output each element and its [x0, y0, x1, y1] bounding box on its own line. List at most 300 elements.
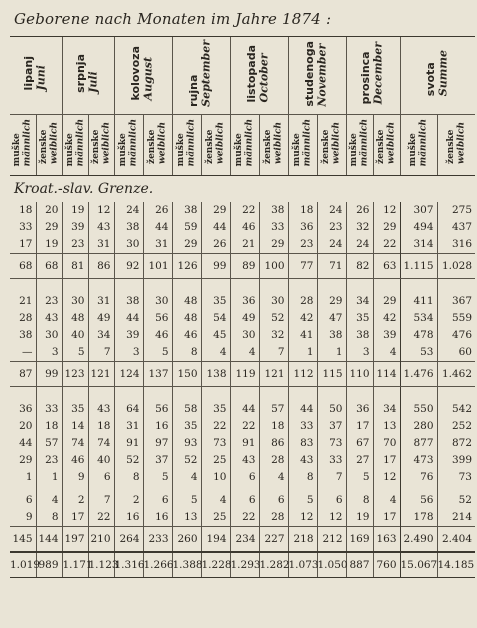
- male-count-cell: 22: [230, 509, 259, 527]
- female-count-cell: 56: [143, 310, 172, 327]
- female-count-cell: 2.404: [437, 527, 475, 553]
- male-count-cell: 17: [62, 509, 88, 527]
- month-name-croatian: svota: [424, 62, 438, 97]
- male-count-cell: 83: [288, 435, 317, 452]
- sex-label-german: männlich: [302, 119, 313, 167]
- female-count-cell: 57: [36, 435, 62, 452]
- female-count-cell: 115: [317, 362, 346, 387]
- female-count-cell: 4: [259, 469, 288, 486]
- male-header: [346, 115, 373, 176]
- sex-label-croatian: ženske: [376, 129, 387, 165]
- female-count-cell: 46: [143, 327, 172, 344]
- female-count-cell: 49: [88, 310, 114, 327]
- male-count-cell: 68: [10, 254, 36, 279]
- sex-label-croatian: muške: [292, 133, 303, 167]
- male-count-cell: 38: [172, 202, 201, 219]
- male-count-cell: 33: [19, 221, 33, 233]
- female-header: [36, 115, 62, 176]
- male-count-cell: 2.490: [400, 527, 437, 553]
- male-header: [62, 115, 88, 176]
- male-count-cell: 24: [346, 236, 373, 254]
- male-count-cell: 2: [62, 492, 88, 509]
- spacer-cell: [172, 279, 201, 294]
- month-header-label: [360, 42, 385, 104]
- subtotal-row: [10, 254, 475, 279]
- female-count-cell: 35: [201, 401, 230, 418]
- female-count-cell: 14.185: [437, 552, 475, 578]
- female-count-cell: 10: [201, 469, 230, 486]
- female-count-cell: 989: [36, 552, 62, 578]
- male-count-cell: 1.073: [288, 552, 317, 578]
- sex-label-german: weiblich: [273, 121, 284, 165]
- spacer-cell: [230, 279, 259, 294]
- male-count-cell: 28: [288, 293, 317, 310]
- female-count-cell: 29: [36, 219, 62, 236]
- month-header-label: [246, 45, 271, 103]
- male-count-cell: 74: [62, 435, 88, 452]
- female-count-cell: 30: [143, 293, 172, 310]
- male-count-cell: 473: [400, 452, 437, 469]
- table-row: [10, 435, 475, 452]
- male-count-cell: 877: [400, 435, 437, 452]
- female-count-cell: 54: [201, 310, 230, 327]
- sex-header-label: [446, 122, 467, 164]
- spacer-cell: [114, 387, 143, 402]
- female-count-cell: 12: [317, 509, 346, 527]
- female-count-cell: 99: [36, 362, 62, 387]
- male-header: [288, 115, 317, 176]
- sex-label-german: weiblich: [101, 121, 111, 165]
- female-count-cell: 1.282: [259, 552, 288, 578]
- female-count-cell: 43: [88, 401, 114, 418]
- male-count-cell: 4: [230, 344, 259, 362]
- table-row: [10, 492, 475, 509]
- male-header: [114, 115, 143, 176]
- female-count-cell: 16: [143, 509, 172, 527]
- male-count-cell: 112: [288, 362, 317, 387]
- female-count-cell: 86: [259, 435, 288, 452]
- female-count-cell: 38: [317, 327, 346, 344]
- male-count-cell: 178: [400, 509, 437, 527]
- spacer-cell: [62, 279, 88, 294]
- female-count-cell: 28: [259, 452, 288, 469]
- male-count-cell: 30: [114, 236, 143, 254]
- female-count-cell: 1: [317, 344, 346, 362]
- female-count-cell: 5: [143, 469, 172, 486]
- spacer-cell: [230, 387, 259, 402]
- female-count-cell: 37: [317, 418, 346, 435]
- male-count-cell: 534: [400, 310, 437, 327]
- male-count-cell: 35: [172, 418, 201, 435]
- male-count-cell: 34: [346, 293, 373, 310]
- month-header-label: [188, 40, 213, 107]
- male-count-cell: 36: [230, 293, 259, 310]
- spacer-cell: [400, 279, 437, 294]
- month-name-croatian: studenoga: [303, 40, 317, 107]
- female-count-cell: 121: [259, 362, 288, 387]
- male-count-cell: 16: [114, 509, 143, 527]
- male-count-cell: 38: [114, 293, 143, 310]
- male-count-cell: 40: [62, 327, 88, 344]
- male-count-cell: 5: [346, 469, 373, 486]
- male-count-cell: 89: [230, 254, 259, 279]
- female-count-cell: 29: [317, 293, 346, 310]
- female-count-cell: 60: [437, 344, 475, 362]
- table-row: [10, 469, 475, 486]
- sex-label-german: männlich: [22, 119, 33, 167]
- male-count-cell: 56: [400, 492, 437, 509]
- female-count-cell: 26: [143, 202, 172, 219]
- male-count-cell: 307: [400, 202, 437, 219]
- sex-label-german: weiblich: [386, 121, 397, 165]
- male-count-cell: 24: [114, 202, 143, 219]
- female-count-cell: 1.028: [437, 254, 475, 279]
- female-count-cell: 1.266: [143, 552, 172, 578]
- female-count-cell: 28: [259, 509, 288, 527]
- month-name-croatian: rujna: [187, 74, 201, 107]
- female-count-cell: 121: [88, 362, 114, 387]
- male-count-cell: 6: [230, 492, 259, 509]
- female-header: [88, 115, 114, 176]
- sex-label-german: weiblich: [157, 121, 168, 165]
- sex-label-croatian: muške: [234, 133, 245, 167]
- male-count-cell: 49: [230, 310, 259, 327]
- female-count-cell: 4: [373, 344, 400, 362]
- female-count-cell: 18: [36, 418, 62, 435]
- spacer-cell: [172, 387, 201, 402]
- month-name-croatian: srpnja: [74, 54, 88, 93]
- male-count-cell: 887: [346, 552, 373, 578]
- male-count-cell: 6: [25, 494, 33, 506]
- sex-header-label: [263, 122, 284, 164]
- female-count-cell: 23: [317, 219, 346, 236]
- sex-label-croatian: ženske: [38, 129, 49, 165]
- female-count-cell: 33: [259, 219, 288, 236]
- male-count-cell: 4: [172, 469, 201, 486]
- male-count-cell: 27: [346, 452, 373, 469]
- male-count-cell: 264: [114, 527, 143, 553]
- sex-label-german: weiblich: [49, 121, 59, 165]
- grand-total-row: [10, 552, 475, 578]
- spacer-cell: [400, 387, 437, 402]
- male-count-cell: 39: [114, 327, 143, 344]
- male-count-cell: 19: [346, 509, 373, 527]
- male-count-cell: 21: [230, 236, 259, 254]
- female-count-cell: 34: [373, 401, 400, 418]
- male-count-cell: 29: [19, 454, 33, 466]
- sex-header-label: [349, 119, 370, 166]
- sex-label-german: männlich: [359, 119, 370, 167]
- female-count-cell: 316: [437, 236, 475, 254]
- female-count-cell: 42: [373, 310, 400, 327]
- male-count-cell: 91: [114, 435, 143, 452]
- male-count-cell: 8: [346, 492, 373, 509]
- male-count-cell: 59: [172, 219, 201, 236]
- male-count-cell: 42: [288, 310, 317, 327]
- sex-label-croatian: muške: [12, 133, 23, 167]
- female-count-cell: 47: [317, 310, 346, 327]
- male-count-cell: 197: [62, 527, 88, 553]
- male-count-cell: 1: [25, 471, 33, 483]
- sex-label-german: weiblich: [215, 121, 226, 165]
- male-count-cell: 35: [62, 401, 88, 418]
- month-header-row: [10, 37, 475, 115]
- female-header: [259, 115, 288, 176]
- male-count-cell: 494: [400, 219, 437, 236]
- month-name-german: August: [142, 57, 155, 101]
- female-count-cell: 73: [437, 469, 475, 486]
- female-count-cell: 30: [36, 327, 62, 344]
- female-count-cell: 57: [259, 401, 288, 418]
- births-by-month-table: [10, 36, 475, 578]
- sex-label-german: männlich: [186, 119, 197, 167]
- spacer-cell: [437, 387, 475, 402]
- sex-header-label: [408, 119, 429, 166]
- female-count-cell: 138: [201, 362, 230, 387]
- male-count-cell: 81: [62, 254, 88, 279]
- month-header-october: [230, 37, 288, 115]
- female-header: [373, 115, 400, 176]
- month-header-total: [400, 37, 475, 115]
- female-count-cell: 25: [201, 452, 230, 469]
- female-count-cell: 37: [143, 452, 172, 469]
- male-count-cell: 52: [172, 452, 201, 469]
- male-count-cell: 29: [172, 236, 201, 254]
- male-count-cell: 38: [346, 327, 373, 344]
- male-count-cell: 91: [230, 435, 259, 452]
- female-count-cell: 760: [373, 552, 400, 578]
- male-count-cell: 3: [114, 344, 143, 362]
- table-row: [10, 509, 475, 527]
- male-count-cell: 6: [230, 469, 259, 486]
- male-count-cell: 2: [114, 492, 143, 509]
- month-name-german: Juni: [34, 65, 48, 91]
- female-count-cell: 137: [143, 362, 172, 387]
- female-count-cell: 194: [201, 527, 230, 553]
- male-count-cell: 43: [230, 452, 259, 469]
- male-count-cell: 93: [172, 435, 201, 452]
- male-count-cell: 44: [114, 310, 143, 327]
- female-count-cell: 29: [373, 293, 400, 310]
- female-count-cell: 13: [373, 418, 400, 435]
- sex-header-label: [12, 119, 33, 166]
- male-count-cell: 1.293: [230, 552, 259, 578]
- male-count-cell: 36: [288, 219, 317, 236]
- female-count-cell: 45: [201, 327, 230, 344]
- female-count-cell: 71: [317, 254, 346, 279]
- female-count-cell: 56: [143, 401, 172, 418]
- sex-header-label: [234, 119, 255, 166]
- female-count-cell: 50: [317, 401, 346, 418]
- male-count-cell: 39: [62, 219, 88, 236]
- section-title: Kroat.-slav. Grenze.: [14, 181, 154, 197]
- female-count-cell: 24: [317, 236, 346, 254]
- female-count-cell: 1.228: [201, 552, 230, 578]
- spacer-cell: [259, 387, 288, 402]
- page-title: Geborene nach Monaten im Jahre 1874 :: [14, 10, 332, 28]
- male-count-cell: 124: [114, 362, 143, 387]
- male-count-cell: 9: [62, 469, 88, 486]
- sex-label-croatian: muške: [408, 133, 419, 167]
- month-name-german: Juli: [87, 71, 100, 93]
- female-count-cell: 1.462: [437, 362, 475, 387]
- female-count-cell: 52: [437, 492, 475, 509]
- male-count-cell: 23: [62, 236, 88, 254]
- female-count-cell: 252: [437, 418, 475, 435]
- month-header-label: [75, 54, 100, 93]
- male-count-cell: 12: [288, 509, 317, 527]
- male-count-cell: 36: [346, 401, 373, 418]
- month-name-croatian: prosinca: [359, 51, 373, 105]
- male-count-cell: 8: [114, 469, 143, 486]
- male-count-cell: 3: [346, 344, 373, 362]
- female-count-cell: 38: [259, 202, 288, 219]
- male-count-cell: 43: [288, 452, 317, 469]
- male-count-cell: 33: [288, 418, 317, 435]
- month-header-label: [425, 50, 450, 96]
- male-count-cell: 17: [19, 238, 33, 250]
- female-count-cell: 163: [373, 527, 400, 553]
- female-count-cell: 233: [143, 527, 172, 553]
- male-count-cell: 18: [19, 204, 33, 216]
- female-count-cell: 7: [88, 492, 114, 509]
- female-count-cell: 212: [317, 527, 346, 553]
- female-count-cell: 8: [36, 509, 62, 527]
- female-count-cell: 31: [88, 293, 114, 310]
- table-row: [10, 452, 475, 469]
- male-count-cell: 260: [172, 527, 201, 553]
- month-header-label: [130, 46, 155, 100]
- sex-header-label: [376, 122, 397, 164]
- spacer-cell: [317, 387, 346, 402]
- male-count-cell: 13: [172, 509, 201, 527]
- female-count-cell: 4: [373, 492, 400, 509]
- female-count-cell: 100: [259, 254, 288, 279]
- female-count-cell: 31: [143, 236, 172, 254]
- month-name-german: November: [316, 43, 329, 107]
- female-count-cell: 44: [143, 219, 172, 236]
- female-count-cell: 17: [373, 452, 400, 469]
- female-count-cell: 210: [88, 527, 114, 553]
- female-count-cell: 399: [437, 452, 475, 469]
- sex-label-german: weiblich: [331, 121, 342, 165]
- spacer-cell: [143, 279, 172, 294]
- female-count-cell: 6: [259, 492, 288, 509]
- male-count-cell: 1.171: [62, 552, 88, 578]
- spacer-cell: [259, 279, 288, 294]
- male-count-cell: 38: [114, 219, 143, 236]
- male-count-cell: 5: [62, 344, 88, 362]
- female-count-cell: 214: [437, 509, 475, 527]
- sex-header-row: [10, 115, 475, 176]
- male-count-cell: 30: [62, 293, 88, 310]
- female-count-cell: 99: [201, 254, 230, 279]
- sex-label-german: weiblich: [456, 121, 467, 165]
- sex-label-croatian: ženske: [205, 129, 216, 165]
- male-count-cell: 20: [19, 420, 33, 432]
- spacer-cell: [10, 279, 36, 294]
- female-count-cell: 22: [88, 509, 114, 527]
- male-count-cell: 17: [346, 418, 373, 435]
- sex-label-croatian: ženske: [147, 129, 158, 165]
- male-count-cell: 76: [400, 469, 437, 486]
- female-count-cell: 18: [259, 418, 288, 435]
- male-header: [10, 115, 36, 176]
- spacer-cell: [114, 279, 143, 294]
- female-count-cell: 43: [36, 310, 62, 327]
- female-count-cell: 30: [259, 293, 288, 310]
- sex-label-croatian: muške: [349, 133, 360, 167]
- male-count-cell: 1.019: [10, 552, 36, 578]
- spacer-cell: [288, 387, 317, 402]
- month-header-juni: [10, 37, 62, 115]
- female-count-cell: 68: [36, 254, 62, 279]
- female-header: [143, 115, 172, 176]
- male-count-cell: 58: [172, 401, 201, 418]
- sex-header-label: [176, 119, 197, 166]
- male-count-cell: 48: [172, 293, 201, 310]
- male-count-cell: 46: [230, 219, 259, 236]
- male-count-cell: 44: [230, 401, 259, 418]
- sex-header-label: [321, 122, 342, 164]
- male-count-cell: 52: [114, 452, 143, 469]
- female-count-cell: 6: [88, 469, 114, 486]
- female-count-cell: 18: [88, 418, 114, 435]
- male-count-cell: 44: [288, 401, 317, 418]
- female-count-cell: 1.123: [88, 552, 114, 578]
- male-count-cell: 30: [230, 327, 259, 344]
- sex-label-croatian: ženske: [90, 129, 101, 165]
- male-header: [172, 115, 201, 176]
- male-count-cell: 82: [346, 254, 373, 279]
- female-count-cell: 227: [259, 527, 288, 553]
- male-count-cell: 169: [346, 527, 373, 553]
- table-row: [10, 418, 475, 435]
- female-count-cell: 7: [88, 344, 114, 362]
- sex-label-croatian: ženske: [263, 129, 274, 165]
- female-count-cell: 20: [36, 202, 62, 219]
- male-header: [400, 115, 437, 176]
- male-count-cell: 1.316: [114, 552, 143, 578]
- female-count-cell: 6: [317, 492, 346, 509]
- sex-header-label: [292, 119, 313, 166]
- female-count-cell: 367: [437, 293, 475, 310]
- subtotal-row: [10, 362, 475, 387]
- female-count-cell: 559: [437, 310, 475, 327]
- male-count-cell: 5: [288, 492, 317, 509]
- month-name-german: October: [258, 53, 271, 103]
- male-count-cell: 31: [114, 418, 143, 435]
- spacer-cell: [143, 387, 172, 402]
- male-count-cell: 36: [19, 403, 33, 415]
- female-count-cell: 12: [88, 202, 114, 219]
- sex-label-german: männlich: [128, 119, 139, 167]
- male-count-cell: 46: [172, 327, 201, 344]
- female-count-cell: 6: [143, 492, 172, 509]
- female-count-cell: 872: [437, 435, 475, 452]
- month-name-croatian: lipanj: [22, 56, 36, 91]
- sex-label-croatian: ženske: [445, 129, 456, 165]
- male-count-cell: 35: [346, 310, 373, 327]
- female-count-cell: 34: [88, 327, 114, 344]
- female-count-cell: 24: [317, 202, 346, 219]
- month-header-september: [172, 37, 230, 115]
- female-count-cell: 44: [201, 219, 230, 236]
- male-count-cell: 218: [288, 527, 317, 553]
- female-count-cell: 3: [36, 344, 62, 362]
- sex-header-label: [91, 122, 112, 164]
- female-count-cell: 29: [373, 219, 400, 236]
